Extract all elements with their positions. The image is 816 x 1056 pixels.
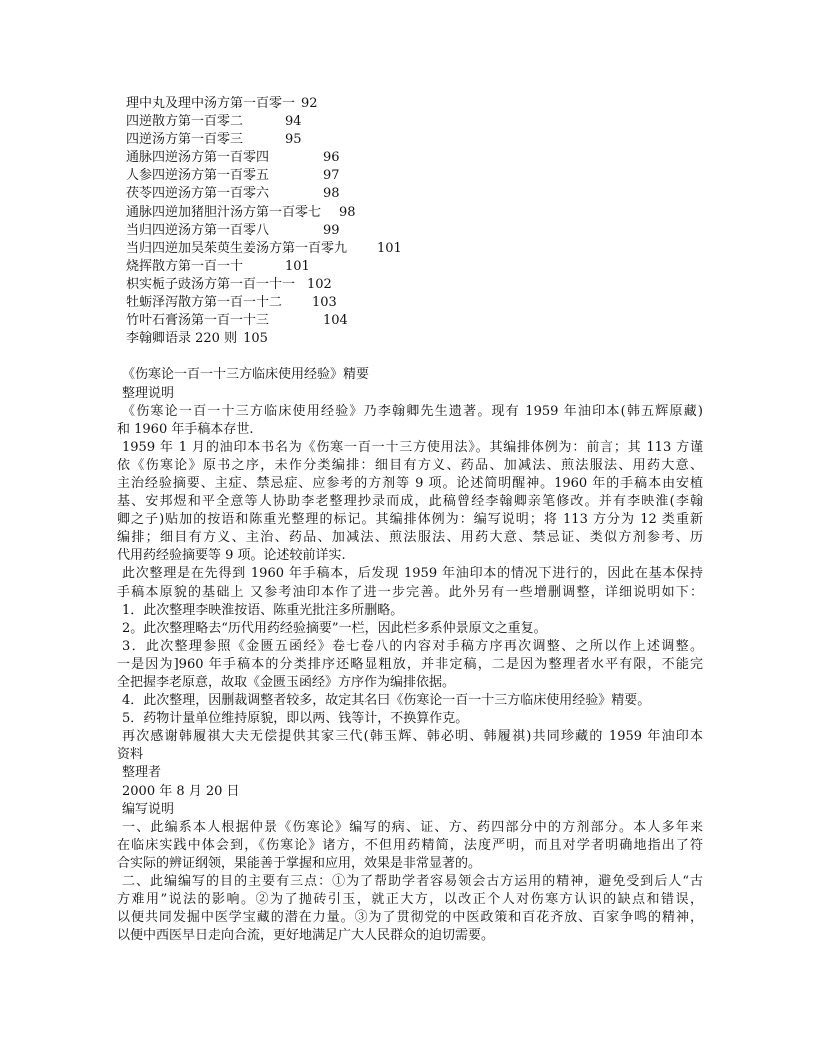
- text-line: 整理者: [122, 765, 162, 781]
- toc-entry-page: 98: [323, 186, 340, 202]
- document-page: [117, 95, 703, 945]
- text-line: 2000 年 8 月 20 日: [122, 783, 240, 799]
- text-line: 4．此次整理，因删裁调整者较多，故定其名曰《伤寒论一百一十三方临床使用经验》精要。: [122, 693, 651, 709]
- text-line: 一、此编系本人根据仲景《伤寒论》编写的病、证、方、药四部分中的方剂部分。本人多年来: [122, 819, 703, 835]
- blank-line: [117, 348, 703, 366]
- toc-entry-page: 92: [301, 96, 318, 111]
- text-line: 以便共同发掘中医学宝藏的潜在力量。③为了贯彻党的中医政策和百花齐放、百家争鸣的精神，: [117, 910, 703, 926]
- text-line: 2。此次整理略去“历代用药经验摘要”一栏，因此栏多系仲景原文之重复。: [122, 620, 547, 636]
- toc-entry-title: 通脉四逆加猪胆汁汤方第一百零七: [126, 204, 322, 220]
- text-line: 卿之子)贴加的按语和陈重光整理的标记。其编排体例为：编写说明；将 113 方分为 12 类重新: [117, 512, 703, 528]
- text-line: 在临床实践中体会到，《伤寒论》诸方，不但用药精简，法度严明，而且对学者明确地指出了符: [117, 837, 703, 853]
- toc-entry: [117, 113, 703, 131]
- text-line: 二、此编编写的目的主要有三点：①为了帮助学者容易领会古方运用的精神，避免受到后人“古: [122, 874, 703, 890]
- toc-entry-title: 通脉四逆汤方第一百零四: [126, 150, 270, 166]
- text-line: 资料: [117, 747, 144, 763]
- toc-entry: [117, 258, 703, 276]
- toc-entry-title: 牡蛎泽泻散方第一百一十二: [126, 295, 283, 311]
- document-body: [117, 366, 703, 945]
- text-line: 3．此次整理参照《金匮五函经》卷七卷八的内容对手稿方序再次调整、之所以作上述调整。: [122, 638, 703, 654]
- text-line: 《伤寒论一百一十三方临床使用经验》精要: [122, 367, 370, 383]
- toc-entry-title: 李翰卿语录 220 则: [126, 331, 238, 347]
- toc-entry-page: 101: [377, 240, 402, 256]
- toc-entry-title: 烧挥散方第一百一十: [126, 258, 244, 274]
- text-line: 一是因为]960 年手稿本的分类排序还略显粗放，并非定稿，二是因为整理者水平有限，不能完: [117, 656, 703, 672]
- toc-entry-page: 105: [243, 331, 268, 347]
- text-line: 编排；细目有方义、主治、药品、加减法、煎法服法、用药大意、禁忌证、类似方剂参考、历: [117, 530, 703, 546]
- toc-entry-page: 102: [307, 276, 332, 292]
- toc-entry-title: 四逆汤方第一百零三: [126, 132, 244, 148]
- toc-entry-title: 枳实栀子豉汤方第一百一十一: [126, 276, 296, 292]
- text-line: 全把握李老原意，故取《金匮玉函经》方序作为编排依据。: [117, 675, 456, 690]
- text-line: 编写说明: [122, 801, 175, 817]
- text-line: 主治经验摘要、主症、禁忌症、应参考的方剂等 9 项。论述简明醒神。1960 年的手稿本由安植: [117, 475, 703, 491]
- toc-entry: [117, 185, 703, 203]
- toc-entry-page: 96: [323, 150, 340, 166]
- toc-entry-page: 94: [285, 114, 302, 130]
- toc-entry-page: 97: [323, 168, 340, 184]
- toc-entry-title: 当归四逆加吴茱萸生姜汤方第一百零九: [126, 240, 348, 256]
- toc-entry-page: 95: [285, 132, 302, 148]
- table-of-contents: [117, 95, 703, 348]
- text-line: 基、安邦煜和平全意等人协助李老整理抄录而成，此稿曾经李翰卿亲笔修改。并有李映淮(李翰: [117, 494, 703, 510]
- toc-entry: [117, 222, 703, 240]
- toc-entry-title: 当归四逆汤方第一百零八: [126, 222, 270, 238]
- toc-entry-page: 98: [339, 204, 356, 220]
- toc-entry: [117, 149, 703, 167]
- text-line: 合实际的辨证纲领，果能善于掌握和应用，效果是非常显著的。: [117, 855, 482, 871]
- toc-entry: [117, 276, 703, 294]
- text-line: 依《伤寒论》原书之序，未作分类编排：细目有方义、药品、加减法、煎法服法、用药大意、: [117, 457, 703, 473]
- toc-entry-title: 四逆散方第一百零二: [126, 114, 244, 130]
- toc-entry-page: 103: [312, 295, 337, 311]
- text-line: 此次整理是在先得到 1960 年手稿本，后发现 1959 年油印本的情况下进行的，因此在基本保持: [122, 566, 703, 582]
- toc-entry: [117, 240, 703, 258]
- toc-entry-title: 竹叶石膏汤第一百一十三: [126, 313, 270, 329]
- text-line: 方难用”说法的影响。②为了抛砖引玉，就正大方，以改正个人对伤寒方认识的缺点和错误，: [117, 892, 703, 908]
- toc-entry: [117, 204, 703, 222]
- toc-entry: [117, 167, 703, 185]
- toc-entry: [117, 294, 703, 312]
- text-line: 以便中西医早日走向合流，更好地满足广大人民群众的迫切需要。: [117, 928, 495, 944]
- text-line: 5．药物计量单位维持原貌，即以两、钱等计，不换算作克。: [122, 711, 469, 727]
- text-line: 1．此次整理李映淮按语、陈重光批注多所删略。: [122, 602, 404, 618]
- toc-entry-title: 理中丸及理中汤方第一百零一: [126, 96, 296, 111]
- toc-entry-title: 茯苓四逆汤方第一百零六: [126, 186, 270, 202]
- text-line: 1959 年 1 月的油印本书名为《伤寒一百一十三方使用法》。其编排体例为：前言；其 113 方谨: [122, 439, 703, 455]
- text-line: 和 1960 年手稿本存世.: [117, 421, 254, 437]
- toc-entry-page: 101: [285, 258, 310, 274]
- toc-entry: [117, 131, 703, 149]
- text-line: 手稿本原貌的基础上 又参考油印本作了进一步完善。此外另有一些增删调整，详细说明如下：: [117, 584, 703, 600]
- toc-entry-page: 104: [323, 313, 348, 329]
- text-line: 代用药经验摘要等 9 项。论述较前详实.: [117, 548, 346, 564]
- text-line: 整理说明: [122, 385, 175, 401]
- toc-entry-title: 人参四逆汤方第一百零五: [126, 168, 270, 184]
- text-line: 再次感谢韩履祺大夫无偿提供其家三代(韩玉辉、韩必明、韩履祺)共同珍藏的 1959 年油印本: [122, 729, 703, 745]
- toc-entry-page: 99: [323, 222, 340, 238]
- toc-entry: [117, 312, 703, 330]
- toc-entry: [117, 95, 703, 113]
- text-line: 《伤寒论一百一十三方临床使用经验》乃李翰卿先生遗著。现有 1959 年油印本(韩五辉原藏): [122, 403, 703, 419]
- toc-entry: [117, 330, 703, 348]
